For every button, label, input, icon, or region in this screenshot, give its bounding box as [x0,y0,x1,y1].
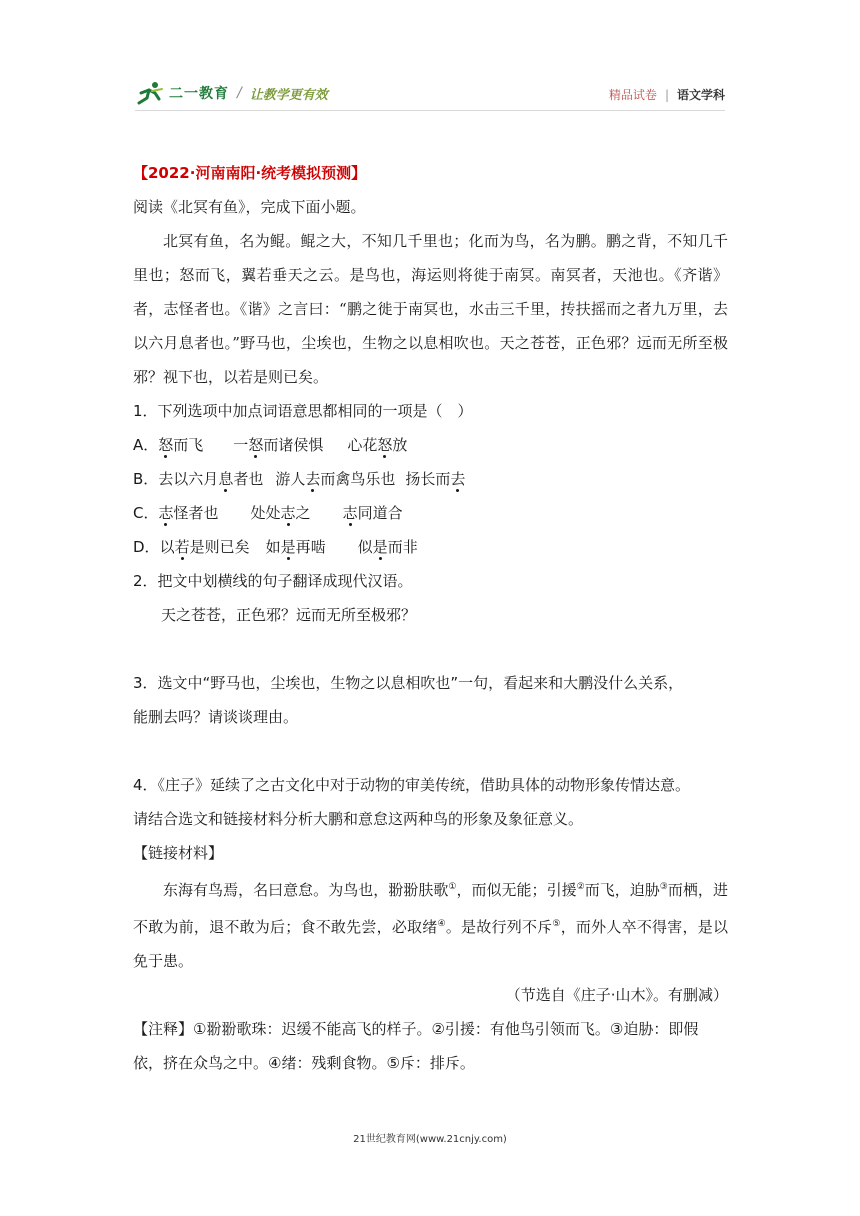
option-text: 处处 [250,504,281,522]
option-label: B． [133,470,159,488]
link-text: 。是故行列不斥 [445,918,553,936]
dotted-word: 怒 [158,436,174,454]
notes-line2: 依，挤在众鸟之中。④绪：残剩食物。⑤斥：排斥。 [133,1054,475,1072]
note-mark: ② [576,882,585,892]
logo-name: 二一教育 [169,86,229,102]
passage: 北冥有鱼，名为鲲。鲲之大，不知几千里也；化而为鸟，名为鹏。鹏之背，不知几千里也；怒而飞，翼若垂天之云。是鸟也，海运则将徙于南冥。南冥者，天池也。《齐谐》者，志怪者也。《谐》之言曰：“鹏之徙于南冥也，水击三千里，抟扶摇而之者九万里，去以六月息者也。”野马也，尘埃也，生物之以息相吹也。天之苍苍，正色邪？远而无所至极邪？视下也，以若是则已矣。 [133,232,728,386]
option-text: 是则已矣 [189,538,250,556]
option-text: 以 [159,538,175,556]
option-text: 而飞 [173,436,204,454]
document-body [133,156,728,1080]
option-b[interactable] [133,462,728,496]
dotted-word: 怒 [248,436,264,454]
header-subject: 语文学科 [676,88,725,102]
question-3-stem-line1: 3．选文中“野马也，尘埃也，生物之以息相吹也”一句，看起来和大鹏没什么关系， [133,674,684,692]
note-mark: ① [448,882,457,892]
option-text: 如 [265,538,281,556]
option-text: 怪者也 [173,504,219,522]
link-text: 东海有鸟焉，名曰意怠。为鸟也，翂翂肤歌 [163,881,449,899]
link-text: ，而似无能；引援 [456,881,577,899]
option-text: 扬长而 [405,470,451,488]
instruction: 阅读《北冥有鱼》，完成下面小题。 [133,198,366,216]
dotted-word: 是 [372,538,388,556]
logo [135,80,328,106]
question-1-stem: 1．下列选项中加点词语意思都相同的一项是（ ） [133,402,473,420]
option-text: 而诸侯惧 [263,436,324,454]
question-3-stem-line2: 能删去吗？请谈谈理由。 [133,708,299,726]
header-separator: | [664,87,669,102]
option-text: 一 [233,436,249,454]
notes-line1: 【注释】①翂翂歌珠：迟缓不能高飞的样子。②引援：有他鸟引领而飞。③迫胁：即假 [133,1020,699,1038]
dotted-word: 若 [174,538,190,556]
dotted-word: 去 [305,470,321,488]
logo-slash: / [237,85,242,101]
note-mark: ③ [659,882,668,892]
page-header [135,80,725,110]
option-text: 者也 [233,470,264,488]
option-label: C． [133,504,159,522]
exam-source: 【2022·河南南阳·统考模拟预测】 [133,164,367,182]
option-text: 再啮 [295,538,326,556]
running-man-icon [135,81,165,105]
option-text: 似 [357,538,373,556]
option-a[interactable] [133,428,728,462]
option-text: 之 [295,504,311,522]
dotted-word: 志 [280,504,296,522]
link-text: ，而外人卒不得害，是以免于患。 [133,918,728,970]
question-2-sentence: 天之苍苍，正色邪？远而无所至极邪？ [161,606,417,624]
link-material-title: 【链接材料】 [133,844,224,862]
dotted-word: 息 [218,470,234,488]
question-4-stem-line2: 请结合选文和链接材料分析大鹏和意怠这两种鸟的形象及象征意义。 [133,810,584,828]
citation: （节选自《庄子·山木》。有删减） [505,986,728,1004]
option-c[interactable] [133,496,728,530]
option-label: A． [133,436,159,454]
option-text: 而非 [387,538,418,556]
question-4-stem-line1: 4．《庄子》延续了之古文化中对于动物的审美传统，借助具体的动物形象传情达意。 [133,776,691,794]
logo-slogan: 让教学更有效 [249,87,328,103]
dotted-word: 怒 [377,436,393,454]
option-d[interactable] [133,530,728,564]
dotted-word: 去 [450,470,466,488]
option-text: 心花 [347,436,378,454]
link-text: 而飞，迫胁 [584,881,660,899]
header-divider [135,110,725,111]
note-mark: ④ [437,919,446,929]
header-tag: 精品试卷 [608,88,657,102]
option-text: 游人 [275,470,306,488]
option-text: 同道合 [357,504,403,522]
option-label: D． [133,538,160,556]
link-material [133,870,728,978]
dotted-word: 志 [158,504,174,522]
dotted-word: 是 [280,538,296,556]
header-right [609,86,725,103]
option-text: 去以六月 [158,470,219,488]
question-2-stem: 2．把文中划横线的句子翻译成现代汉语。 [133,572,413,590]
link-text: 而栖，进不敢为前，退不敢为后；食不敢先尝，必取绪 [133,881,728,936]
note-mark: ⑤ [552,919,561,929]
dotted-word: 志 [342,504,358,522]
page-footer: 21世纪教育网(www.21cnjy.com) [353,1134,507,1145]
option-text: 而禽鸟乐也 [320,470,396,488]
option-text: 放 [392,436,408,454]
